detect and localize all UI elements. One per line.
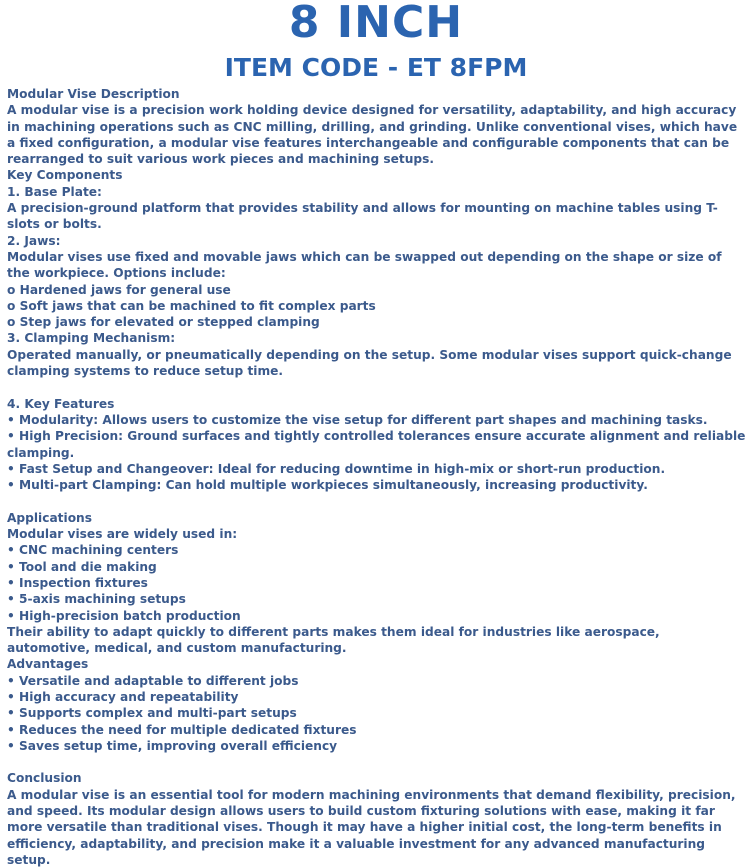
list-item: • Fast Setup and Changeover: Ideal for reducing downtime in high-mix or short-run production. (7, 461, 666, 476)
section-heading: Advantages (7, 657, 89, 672)
paragraph: A modular vise is a precision work holding device designed for versatility, adaptability, and high accuracy in machining operations such as CNC milling, drilling, and grinding. Unlike conventional vises, which have a fixed configuration, a modular vise features interchangeable and configurable components that can be rearranged to suit various work pieces and machining setups. (7, 103, 738, 167)
list-item: o Step jaws for elevated or stepped clamping (7, 315, 320, 330)
list-item: o Hardened jaws for general use (7, 282, 231, 297)
list-item: • Inspection fixtures (7, 575, 148, 590)
list-item: • Supports complex and multi-part setups (7, 706, 297, 721)
section-heading: Modular Vise Description (7, 87, 180, 101)
section-heading: Conclusion (7, 771, 82, 786)
list-item: o Soft jaws that can be machined to fit complex parts (7, 298, 376, 313)
list-item: • High accuracy and repeatability (7, 689, 239, 704)
spacer (7, 493, 746, 509)
list-item: • Saves setup time, improving overall efficiency (7, 738, 338, 753)
spacer (7, 754, 746, 770)
section-heading: Applications (7, 510, 92, 525)
paragraph: A modular vise is an essential tool for modern machining environments that demand flexibility, precision, and speed. Its modular design allows users to build custom fixturing solutions with ease, making it far more versatile than traditional vises. Though it may have a higher initial cost, the long-term benefits in efficiency, adaptability, and precision make it a valuable investment for any advanced manufacturing setup. (7, 787, 736, 867)
subheading: 3. Clamping Mechanism: (7, 331, 176, 346)
list-item: • Versatile and adaptable to different jobs (7, 673, 299, 688)
list-item: • High-precision batch production (7, 608, 241, 623)
list-item: • Tool and die making (7, 559, 157, 574)
list-item: • CNC machining centers (7, 543, 179, 558)
paragraph: Modular vises use fixed and movable jaws which can be swapped out depending on the shape or size of the workpiece. Options include: (7, 249, 722, 281)
section-heading: Key Components (7, 168, 123, 183)
paragraph: Operated manually, or pneumatically depending on the setup. Some modular vises support quick-change clamping systems to reduce setup time. (7, 347, 732, 379)
list-item: • Reduces the need for multiple dedicated fixtures (7, 722, 357, 737)
list-item: • Modularity: Allows users to customize the vise setup for different part shapes and machining tasks. (7, 412, 708, 427)
item-code: ITEM CODE - ET 8FPM (224, 53, 528, 82)
paragraph: A precision-ground platform that provides stability and allows for mounting on machine tables using T-slots or bolts. (7, 201, 718, 232)
list-item: • High Precision: Ground surfaces and tightly controlled tolerances ensure accurate alignment and reliable clamping. (7, 429, 746, 460)
list-item: • Multi-part Clamping: Can hold multiple workpieces simultaneously, increasing productivity. (7, 478, 648, 493)
paragraph: Modular vises are widely used in: (7, 527, 238, 542)
subheading: 2. Jaws: (7, 233, 61, 248)
section-heading: 4. Key Features (7, 396, 115, 411)
subheading: 1. Base Plate: (7, 184, 102, 199)
paragraph: Their ability to adapt quickly to different parts makes them ideal for industries like aerospace, automotive, medical, and custom manufacturing. (7, 624, 660, 656)
page-title: 8 INCH (288, 0, 464, 48)
document-body (0, 86, 752, 868)
spacer (7, 379, 746, 395)
list-item: • 5-axis machining setups (7, 592, 186, 607)
